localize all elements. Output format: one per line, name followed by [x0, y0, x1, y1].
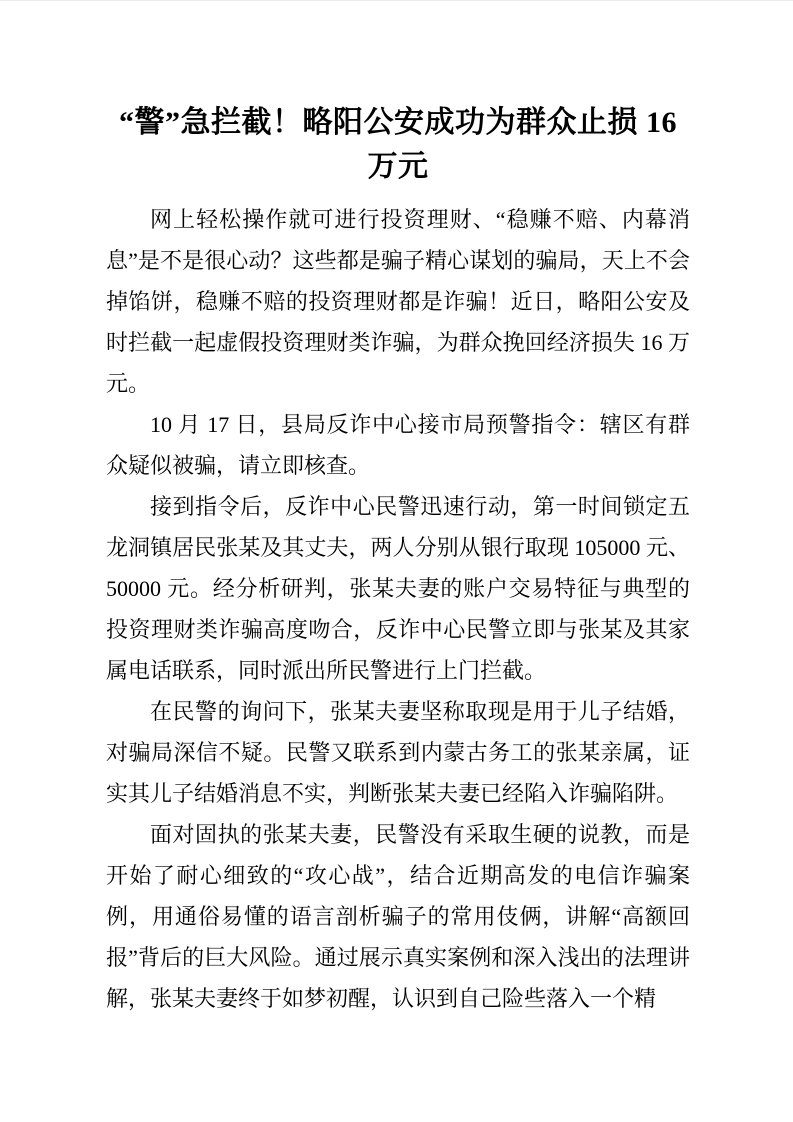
paragraph-verification: 在民警的询问下，张某夫妻坚称取现是用于儿子结婚，对骗局深信不疑。民警又联系到内蒙古务工的张某亲属，证实其儿子结婚消息不实，判断张某夫妻已经陷入诈骗陷阱。: [106, 699, 690, 806]
article-title: “警”急拦截！略阳公安成功为群众止损 16 万元: [119, 106, 677, 183]
document-content: [0, 1, 793, 1019]
paragraph-police-action: 接到指令后，反诈中心民警迅速行动，第一时间锁定五龙洞镇居民张某及其丈夫，两人分别从银行取现 105000 元、50000 元。经分析研判，张某夫妻的账户交易特征与典型的投资理财类诈骗高度吻合，反诈中心民警立即与张某及其家属电话联系，同时派出所民警进行上门拦截。: [106, 494, 690, 683]
article-body: [106, 199, 690, 1019]
paragraph-persuasion: 面对固执的张某夫妻，民警没有采取生硬的说教，而是开始了耐心细致的“攻心战”，结合近期高发的电信诈骗案例，用通俗易懂的语言剖析骗子的常用伎俩，讲解“高额回报”背后的巨大风险。通过展示真实案例和深入浅出的法理讲解，张某夫妻终于如梦初醒，认识到自己险些落入一个精: [106, 822, 690, 1011]
paragraph-intro: 网上轻松操作就可进行投资理财、“稳赚不赔、内幕消息”是不是很心动？这些都是骗子精心谋划的骗局，天上不会掉馅饼，稳赚不赔的投资理财都是诈骗！近日，略阳公安及时拦截一起虚假投资理财类诈骗，为群众挽回经济损失 16 万元。: [106, 207, 690, 396]
paragraph-alert-received: 10 月 17 日，县局反诈中心接市局预警指令：辖区有群众疑似被骗，请立即核查。: [106, 412, 690, 478]
